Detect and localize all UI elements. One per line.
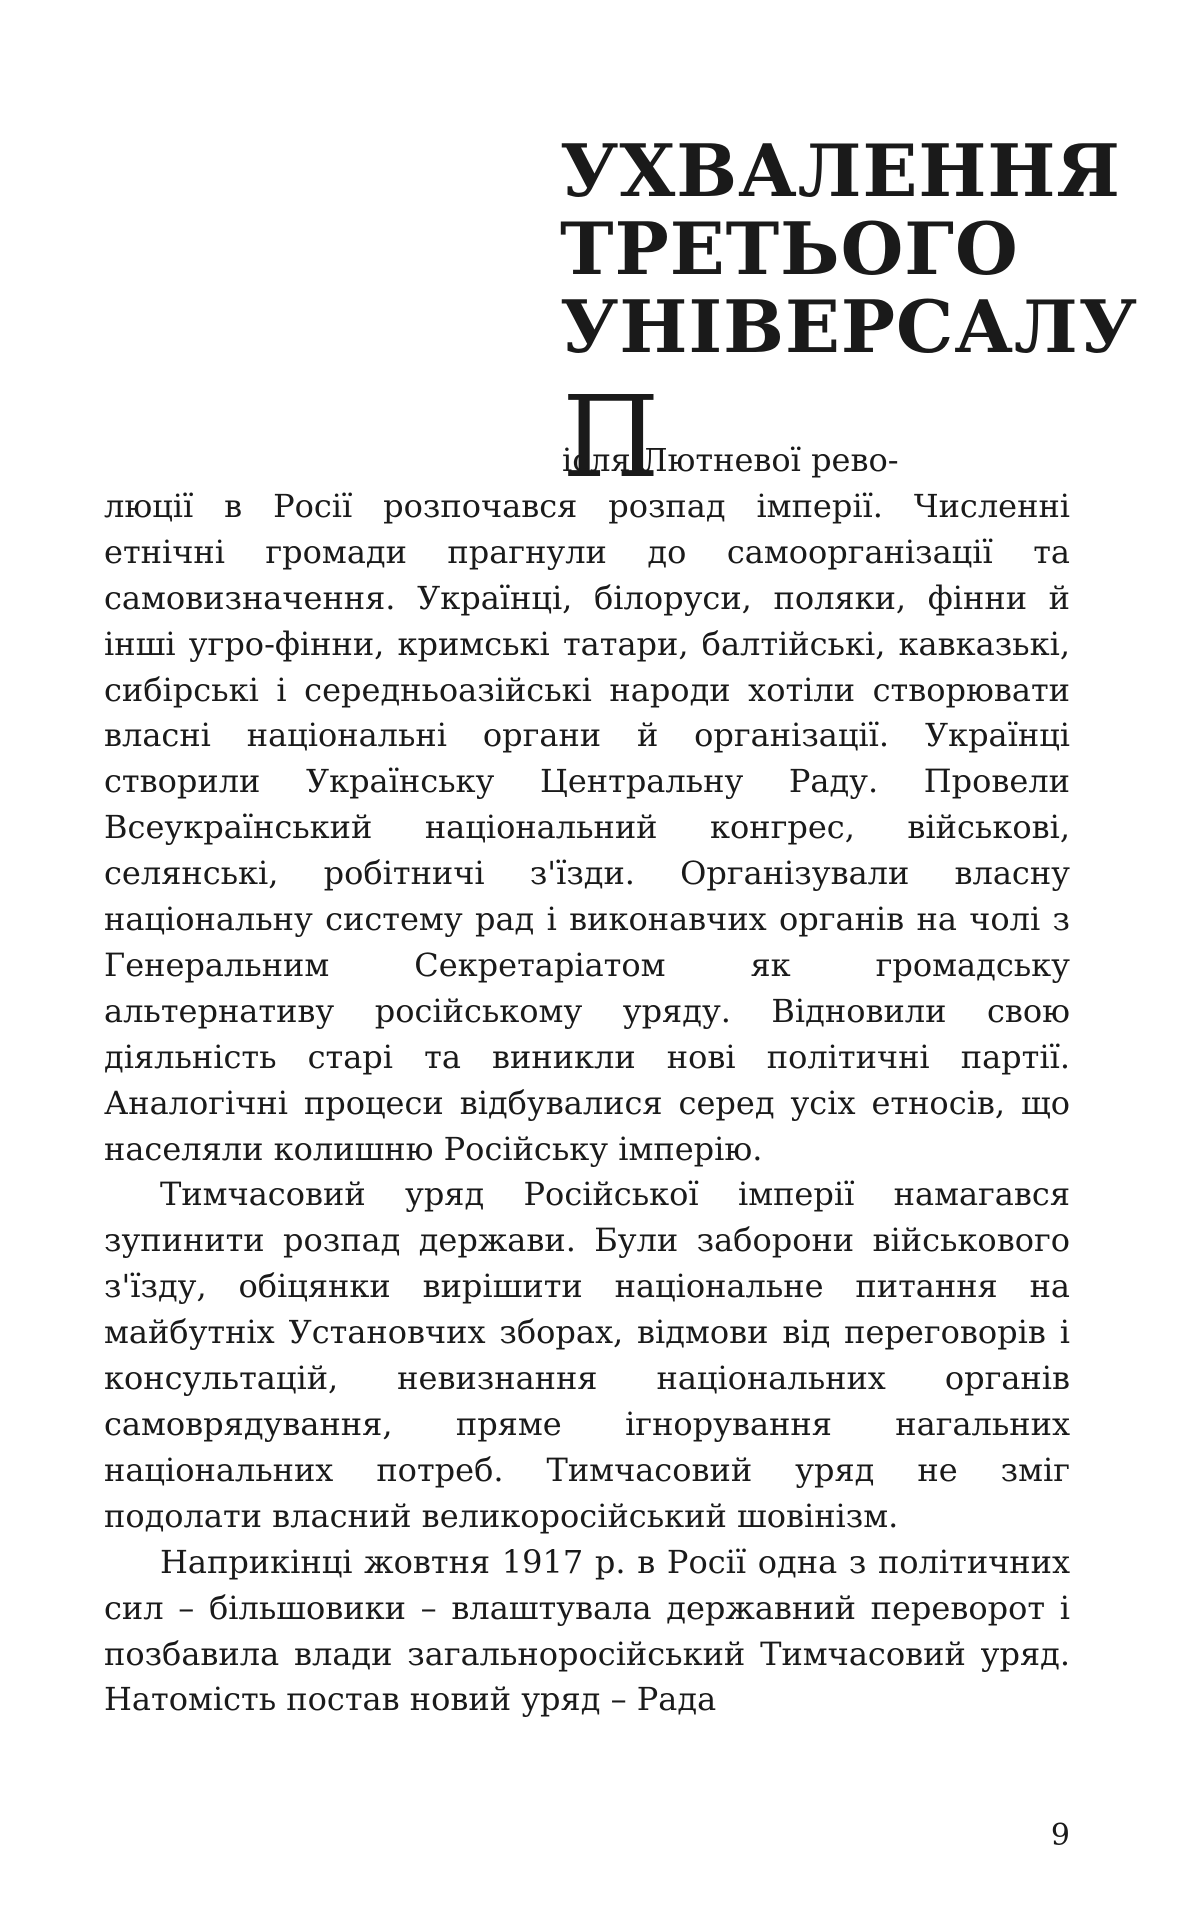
paragraph-1-text: люції в Росії розпочався розпад імперії. Численні етнічні громади прагнули до самоорганізації та самовизначення. Українці, білоруси, поляки, фінни й інші угро-фінни, кримські татари, балтійські, кавказькі, сибірські і середньоазійські народи хотіли створювати власні національні органи й організації. Українці створили Українську Центральну Раду. Провели Всеукраїнський національний конгрес, військові, селянські, робітничі з'їзди. Організували власну національну систему рад і виконавчих органів на чолі з Генеральним Секретаріатом як громадську альтернативу російському уряду. Відновили свою діяльність старі та виникли нові політичні партії. Аналогічні процеси відбувалися серед усіх етносів, що населяли колишню Російську імперію. (104, 486, 1070, 1168)
chapter-title-line-1: УХВАЛЕННЯ (560, 128, 1121, 213)
chapter-title-line-3: УНІВЕРСАЛУ (560, 284, 1139, 369)
page-number: 9 (1050, 1818, 1070, 1853)
paragraph-3: Наприкінці жовтня 1917 р. в Росії одна з політичних сил – більшовики – влаштувала державний переворот і позбавила влади загальноросійський Тимчасовий уряд. Натомість постав новий уряд – Рада (104, 1542, 1070, 1719)
body-text (104, 438, 1070, 1723)
paragraph-1-first-line: ісля Лютневої рево- (562, 441, 899, 479)
paragraph-2: Тимчасовий уряд Російської імперії намагався зупинити розпад держави. Були заборони військового з'їзду, обіцянки вирішити національне питання на майбутніх Установчих зборах, відмови від переговорів і консультацій, невизнання національних органів самоврядування, пряме ігнорування нагальних національних потреб. Тимчасовий уряд не зміг подолати власний великоросійський шовінізм. (104, 1175, 1070, 1535)
chapter-title-line-2: ТРЕТЬОГО (560, 206, 1019, 291)
chapter-title (560, 128, 1139, 369)
drop-cap: П (562, 373, 660, 503)
paragraph-1 (104, 438, 1070, 1172)
